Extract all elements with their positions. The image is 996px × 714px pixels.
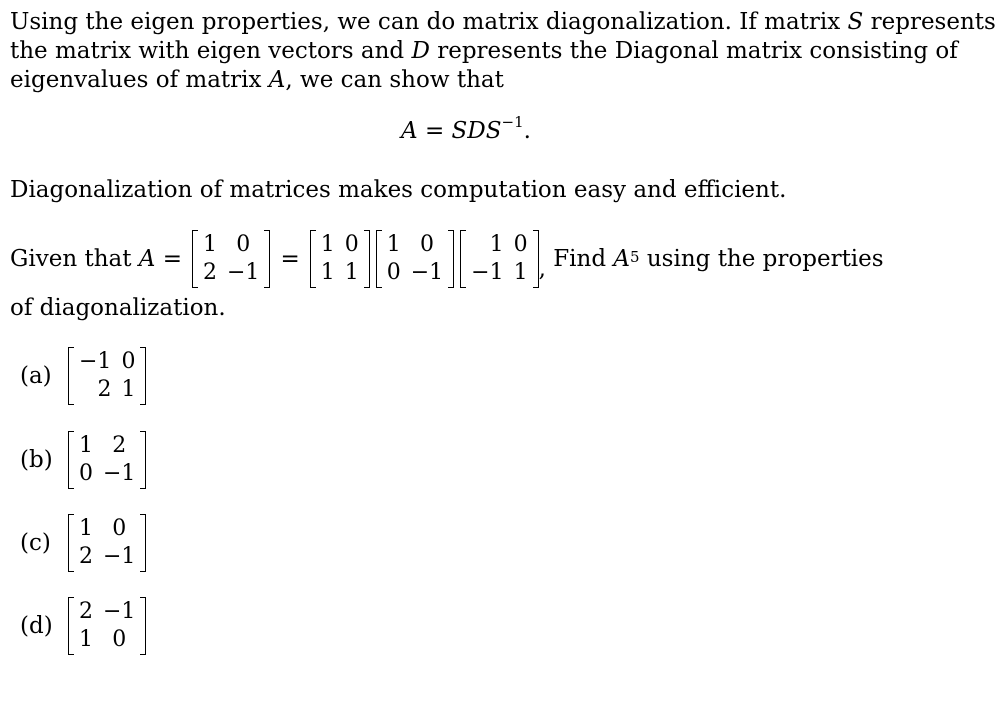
intro-text: represents the Diagonal matrix consisting of <box>429 38 958 64</box>
find-text: Find <box>545 246 614 272</box>
matrix-s <box>310 231 370 287</box>
option-matrix <box>68 598 146 654</box>
matrix-cell: 0 <box>386 260 401 285</box>
find-text: using the properties <box>639 246 884 272</box>
matrix-d <box>376 231 454 287</box>
matrix-cell: 1 <box>320 232 335 257</box>
matrix-cell: 1 <box>320 260 335 285</box>
given-prefix: Given that <box>10 246 132 272</box>
option-label: (d) <box>20 613 53 639</box>
matrix-cell: −1 <box>471 260 504 285</box>
intro-text: the matrix with eigen vectors and <box>10 38 412 64</box>
given-expression: Given that A = 1 0 2 −1 = 1 0 1 1 1 0 0 −1 1 0 −1 1 , Find A $^5$ using the properties <box>10 232 884 285</box>
option-matrix <box>68 432 146 488</box>
matrix-cell: 0 <box>112 627 127 652</box>
equals-sign: = <box>162 246 182 272</box>
option-matrix <box>68 348 146 404</box>
matrix-cell: 0 <box>121 349 136 374</box>
matrix-cell: 1 <box>121 377 136 402</box>
option-matrix <box>68 515 146 571</box>
matrix-cell: 0 <box>112 516 127 541</box>
matrix-cell: 1 <box>386 232 401 257</box>
matrix-cell: −1 <box>103 461 136 486</box>
matrix-cell: 2 <box>203 260 217 285</box>
eq-lhs: A <box>401 118 418 144</box>
matrix-s-inverse <box>460 231 538 287</box>
matrix-cell: −1 <box>79 349 112 374</box>
equals-sign: = <box>280 246 300 272</box>
matrix-cell: 0 <box>236 232 251 257</box>
intro-line-3 <box>10 66 504 95</box>
matrix-cell: 0 <box>79 461 93 486</box>
comma: , <box>538 256 546 282</box>
given-var-a: A <box>138 246 156 272</box>
option-label: (c) <box>20 530 51 556</box>
matrix-cell: 2 <box>79 544 93 569</box>
var-s: S <box>847 9 864 35</box>
matrix-cell: −1 <box>227 260 260 285</box>
find-var-a: A <box>613 246 631 272</box>
eq-exponent: −1 <box>501 113 524 132</box>
matrix-a <box>192 231 270 287</box>
matrix-cell: −1 <box>103 599 136 624</box>
statement: Diagonalization of matrices makes computation easy and efficient. <box>10 177 787 203</box>
intro-text: , we can show that <box>285 67 504 93</box>
var-d: D <box>411 38 430 64</box>
matrix-cell: 0 <box>419 232 434 257</box>
matrix-cell: 1 <box>203 232 217 257</box>
diagonalization-equation <box>0 113 932 144</box>
option-label: (a) <box>20 363 52 389</box>
option-a[interactable] <box>20 348 146 404</box>
matrix-cell: −1 <box>103 544 136 569</box>
matrix-cell: 1 <box>79 627 93 652</box>
eq-period: . <box>523 118 531 144</box>
given-line-2: of diagonalization. <box>10 295 226 321</box>
matrix-cell: 1 <box>344 260 359 285</box>
intro-line-1 <box>10 8 996 37</box>
option-b[interactable] <box>20 432 146 488</box>
option-c[interactable] <box>20 515 146 571</box>
intro-text: represents <box>863 9 996 35</box>
matrix-cell: 2 <box>97 377 112 402</box>
matrix-cell: 1 <box>513 260 528 285</box>
intro-text: eigenvalues of matrix <box>10 67 269 93</box>
matrix-cell: 1 <box>79 433 93 458</box>
matrix-cell: 2 <box>79 599 93 624</box>
option-label: (b) <box>20 447 53 473</box>
matrix-cell: 1 <box>79 516 93 541</box>
intro-text: Using the eigen properties, we can do matrix diagonalization. If matrix <box>10 9 848 35</box>
matrix-cell: 0 <box>344 232 359 257</box>
intro-line-2 <box>10 37 958 66</box>
matrix-cell: 2 <box>112 433 127 458</box>
matrix-cell: 0 <box>513 232 528 257</box>
option-d[interactable] <box>20 598 146 654</box>
var-a: A <box>268 67 286 93</box>
matrix-cell: −1 <box>410 260 444 285</box>
matrix-cell: 1 <box>489 232 504 257</box>
eq-rhs: = SDS <box>417 118 502 144</box>
